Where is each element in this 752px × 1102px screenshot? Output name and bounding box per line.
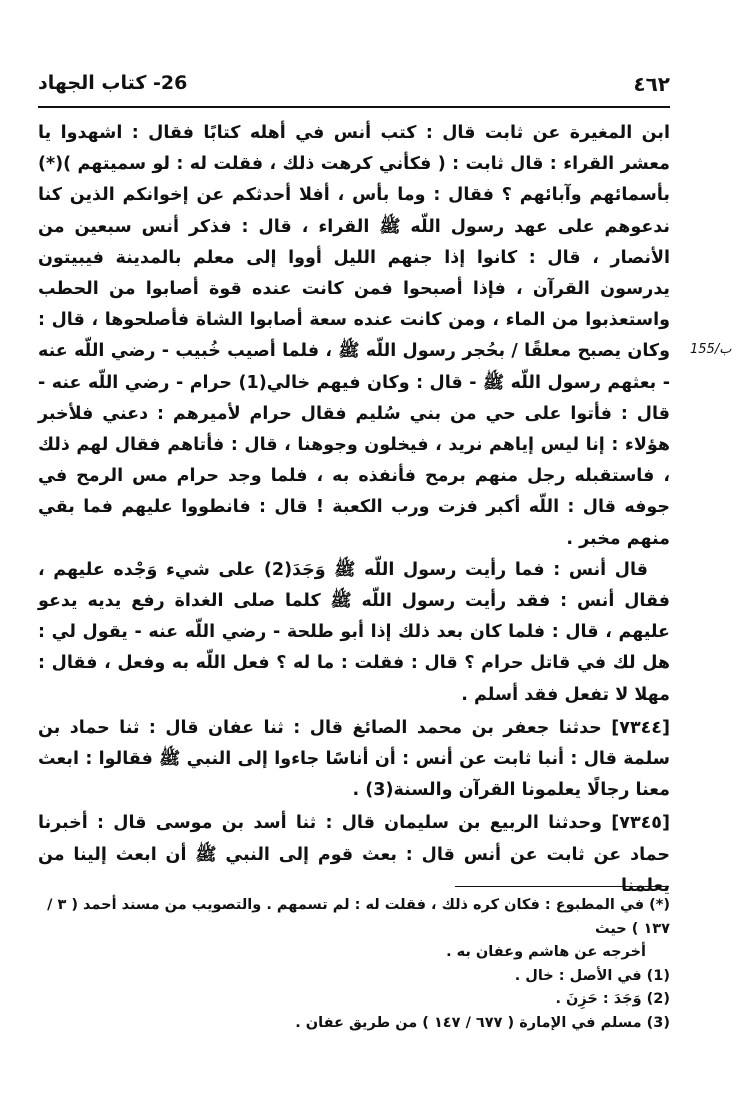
paragraph-2: قال أنس : فما رأيت رسول اللّه ﷺ وَجَدَ(2) على شيء وَجْده عليهم ، فقال أنس : فقد رأيت رسول اللّه ﷺ كلما صلى الغداة رفع يديه يدعو عليهم ، قال : فلما كان بعد ذلك إذا أبو طلحة - رضي اللّه عنه - يقول لي : هل لك في قاتل حرام ؟ قال : فقلت : ما له ؟ فعل اللّه به وفعل ، فقال : مهلا لا تفعل فقد أسلم .: [38, 559, 670, 705]
footnote-star: (*) في المطبوع : فكان كره ذلك ، فقلت له : لم تسمهم . والتصويب من مسند أحمد ( ٣ / ١٣٧ ) حيث: [47, 897, 670, 937]
chapter-title: 26- كتاب الجهاد: [38, 72, 188, 94]
hadith-7344: [٧٣٤٤] حدثنا جعفر بن محمد الصائغ قال : ثنا عفان قال : ثنا حماد بن سلمة قال : أنبا ثابت عن أنس : أن أناسًا جاءوا إلى النبي ﷺ فقالوا : ابعث معنا رجالًا يعلمونا القرآن والسنة(3) .: [38, 717, 670, 801]
page-header: [38, 66, 670, 108]
hadith-7345: [٧٣٤٥] وحدثنا الربيع بن سليمان قال : ثنا أسد بن موسى قال : أخبرنا حماد عن ثابت عن أنس قال : بعث قوم إلى النبي ﷺ أن ابعث إلينا من يعلمنا: [38, 813, 670, 896]
footnote-1: (1) في الأصل : خال .: [514, 967, 670, 984]
footnotes: [38, 894, 670, 1036]
main-text: [38, 118, 670, 902]
paragraph-1: ابن المغيرة عن ثابت قال : كتب أنس في أهله كتابًا فقال : اشهدوا يا معشر القراء : قال ثابت : ( فكأني كرهت ذلك ، فقلت له : لو سميتهم )(*) بأسمائهم وآبائهم ؟ فقال : وما بأس ، أفلا أحدثكم عن إخوانكم الذين كنا ندعوهم على عهد رسول اللّه ﷺ القراء ، قال : فذكر أنس سبعين من الأنصار ، قال : كانوا إذا جنهم الليل أووا إلى معلم بالمدينة فيبيتون يدرسون القرآن ، فإذا أصبحوا فمن كانت عنده قوة أصابوا من الحطب واستعذبوا من الماء ، ومن كانت عنده سعة أصابوا الشاة فأصلحوها ، قال : وكان يصبح معلقًا / بحُجر رسول اللّه ﷺ ، فلما أصيب خُبيب - رضي اللّه عنه - بعثهم رسول اللّه ﷺ - قال : وكان فيهم خالي(1) حرام - رضي اللّه عنه - قال : فأتوا على حي من بني سُليم فقال حرام لأميرهم : دعني فلأخبر هؤلاء : إنا ليس إياهم نريد ، فيخلون وجوهنا ، قال : فأتاهم فقال لهم ذلك ، فاستقبله رجل منهم برمح فأنفذه به ، فلما وجد حرام مس الرمح في جوفه قال : اللّه أكبر فزت ورب الكعبة ! قال : فانطووا عليهم فما بقي منهم مخبر .: [38, 123, 670, 549]
page-number: ٤٦٢: [633, 72, 670, 96]
footnote-2: (2) وَجَدَ : حَزِنَ .: [555, 991, 670, 1008]
footnote-divider: [455, 886, 669, 887]
footnote-3: (3) مسلم في الإمارة ( ٦٧٧ / ١٤٧ ) من طريق عفان .: [295, 1014, 670, 1031]
footnote-star-continued: أخرجه عن هاشم وعفان به .: [446, 944, 646, 961]
manuscript-folio-note: 155/ب: [690, 342, 732, 357]
